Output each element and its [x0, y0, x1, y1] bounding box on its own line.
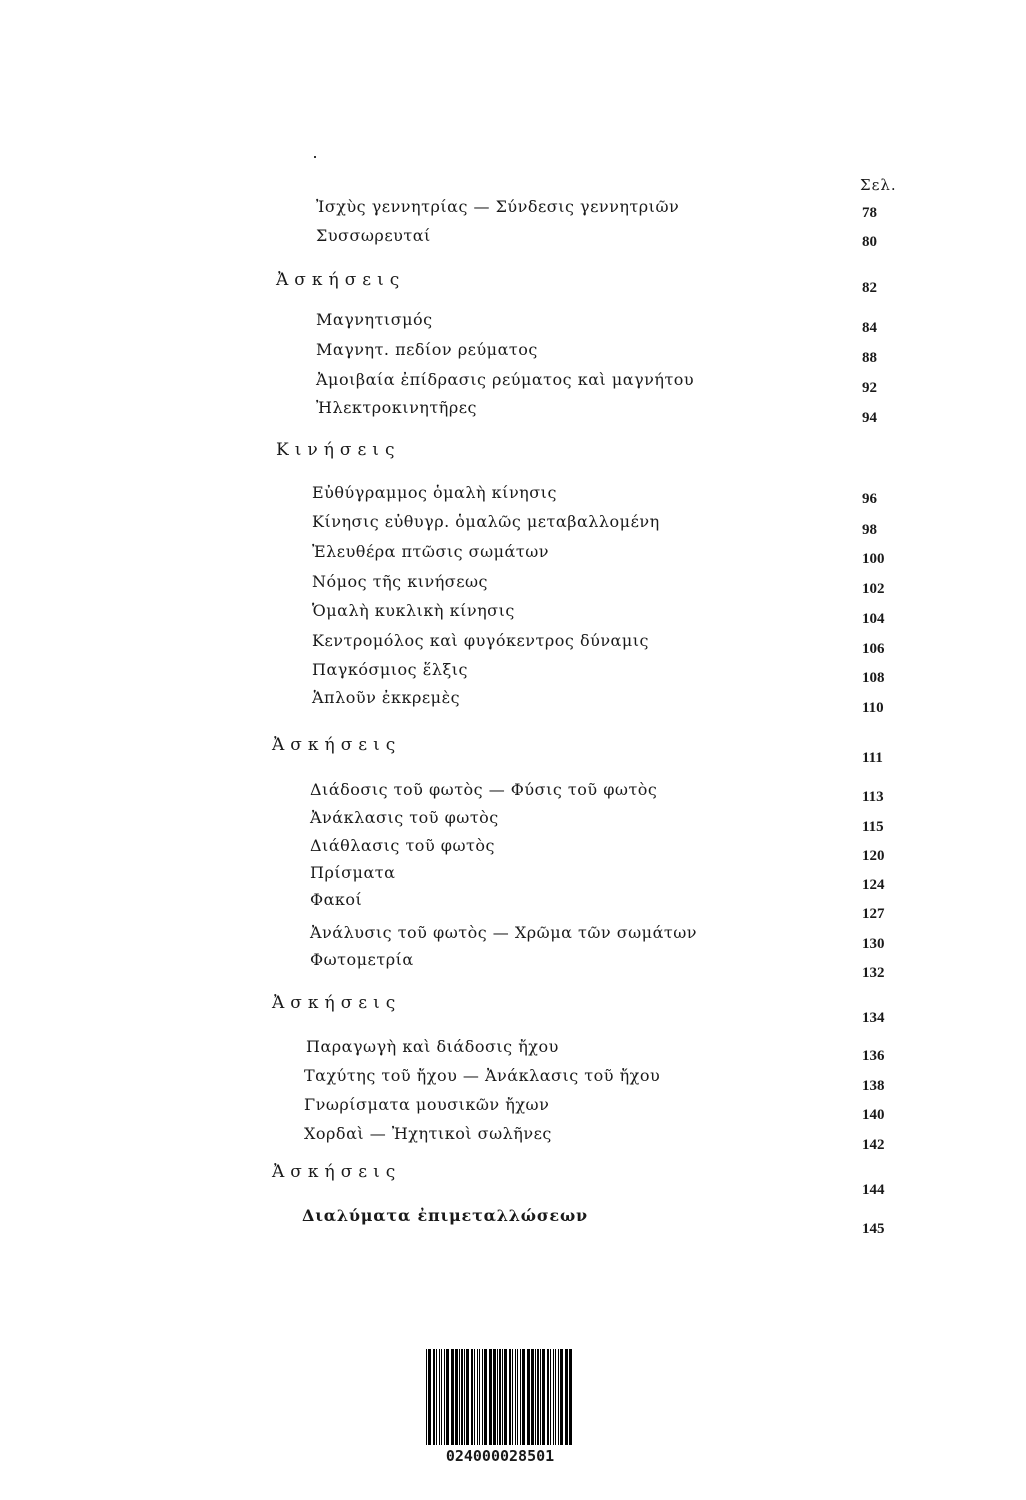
toc-entry-page: 142 [862, 1137, 885, 1153]
barcode-bar [493, 1349, 496, 1445]
toc-entry-page: 92 [862, 380, 877, 396]
toc-entry-text: Ταχύτης τοῦ ἤχου — Ἀνάκλασις τοῦ ἤχου [304, 1066, 661, 1085]
barcode-bar [428, 1349, 431, 1445]
barcode-bar [565, 1349, 568, 1445]
barcode-bar [509, 1349, 511, 1445]
toc-entry-text: Ἰσχὺς γεννητρίας — Σύνδεσις γεννητριῶν [316, 197, 680, 216]
barcode-bar [446, 1349, 449, 1445]
barcode-bar [504, 1349, 507, 1445]
toc-entry-text: Διάδοσις τοῦ φωτὸς — Φύσις τοῦ φωτὸς [310, 780, 658, 799]
toc-entry-text: Εὐθύγραμμος ὁμαλὴ κίνησις [312, 483, 557, 502]
toc-entry-page: 134 [862, 1010, 885, 1026]
barcode-bar [439, 1349, 440, 1445]
toc-entry-page: 78 [862, 205, 877, 221]
barcode-bar [497, 1349, 498, 1445]
barcode-bar [455, 1349, 458, 1445]
barcode-bar [558, 1349, 559, 1445]
toc-entry-text: Φωτομετρία [310, 950, 414, 969]
barcode-bar [531, 1349, 534, 1445]
toc-entry-page: 111 [862, 750, 883, 766]
toc-entry-page: 98 [862, 522, 877, 538]
toc-section-heading: Κινήσεις [276, 440, 401, 460]
barcode-bar [471, 1349, 473, 1445]
barcode-bar [451, 1349, 454, 1445]
toc-entry-page: 80 [862, 234, 877, 250]
toc-entry-text: Ἀμοιβαία ἐπίδρασις ρεύματος καὶ μαγνήτου [316, 370, 695, 389]
toc-entry-text: Φακοί [310, 890, 363, 909]
barcode-bar [489, 1349, 492, 1445]
barcode-bar [474, 1349, 475, 1445]
toc-entry-text: Νόμος τῆς κινήσεως [312, 572, 488, 591]
barcode-bar [527, 1349, 530, 1445]
ink-speck [314, 156, 316, 158]
toc-entry-page: 144 [862, 1182, 885, 1198]
toc-entry-text: Κίνησις εὐθυγρ. ὁμαλῶς μεταβαλλομένη [312, 512, 660, 531]
toc-entry-page: 115 [862, 819, 884, 835]
toc-section-heading: Ἀσκήσεις [272, 993, 402, 1013]
toc-entry-page: 100 [862, 551, 885, 567]
toc-entry-text: Ἐλευθέρα πτῶσις σωμάτων [312, 542, 549, 561]
toc-entry-page: 94 [862, 410, 877, 426]
toc-entry-page: 124 [862, 877, 885, 893]
toc-entry-text: Παραγωγὴ καὶ διάδοσις ἤχου [306, 1037, 559, 1056]
barcode-bar [466, 1349, 469, 1445]
barcode-bar [520, 1349, 521, 1445]
barcode-bar [537, 1349, 539, 1445]
toc-entry-text: Γνωρίσματα μουσικῶν ἤχων [304, 1095, 550, 1114]
toc-entry-page: 127 [862, 906, 885, 922]
barcode-bar [461, 1349, 463, 1445]
barcode-bar [433, 1349, 435, 1445]
barcode-bar [482, 1349, 483, 1445]
toc-entry-page: 145 [862, 1221, 885, 1237]
toc-entry-page: 106 [862, 641, 885, 657]
barcode-bar [479, 1349, 480, 1445]
barcode-bar [542, 1349, 545, 1445]
toc-entry-page: 140 [862, 1107, 885, 1123]
barcode-bar [484, 1349, 487, 1445]
barcode-bar [547, 1349, 549, 1445]
toc-entry-text: Μαγνητ. πεδίον ρεύματος [316, 340, 538, 359]
barcode-bar [560, 1349, 563, 1445]
barcode-bar [499, 1349, 501, 1445]
toc-entry-page: 96 [862, 491, 877, 507]
toc-entry-page: 132 [862, 965, 885, 981]
barcode-bars [424, 1349, 576, 1447]
barcode-bar [517, 1349, 518, 1445]
toc-section-heading: Ἀσκήσεις [276, 270, 406, 290]
barcode-bar [464, 1349, 465, 1445]
toc-section-heading: Ἀσκήσεις [272, 1162, 402, 1182]
toc-entry-text: Ἀνάκλασις τοῦ φωτὸς [310, 808, 499, 827]
barcode-bar [540, 1349, 541, 1445]
toc-entry-page: 104 [862, 611, 885, 627]
toc-entry-text: Ἀνάλυσις τοῦ φωτὸς — Χρῶμα τῶν σωμάτων [310, 923, 697, 942]
barcode-bar [502, 1349, 503, 1445]
barcode-bar [441, 1349, 442, 1445]
toc-entry-text: Πρίσματα [310, 863, 396, 882]
toc-entry-text: Κεντρομόλος καὶ φυγόκεντρος δύναμις [312, 631, 649, 650]
toc-entry-page: 120 [862, 848, 885, 864]
toc-entry-page: 108 [862, 670, 885, 686]
barcode-bar [522, 1349, 525, 1445]
toc-entry-text: Συσσωρευταί [316, 226, 431, 245]
barcode-bar [515, 1349, 516, 1445]
barcode-bar [459, 1349, 460, 1445]
toc-entry-page: 82 [862, 280, 877, 296]
toc-entry-text: Μαγνητισμός [316, 310, 433, 329]
toc-entry-text: Ἠλεκτροκινητῆρες [316, 398, 477, 417]
barcode-bar [512, 1349, 513, 1445]
barcode-bar [426, 1349, 427, 1445]
toc-entry-text: Διάθλασις τοῦ φωτὸς [310, 836, 495, 855]
toc-entry-page: 130 [862, 936, 885, 952]
barcode-bar [444, 1349, 445, 1445]
toc-entry-page: 84 [862, 320, 877, 336]
barcode-bar [436, 1349, 437, 1445]
toc-entry-text: Χορδαὶ — Ἠχητικοὶ σωλῆνες [304, 1124, 552, 1143]
barcode-bar [535, 1349, 536, 1445]
toc-entry-text: Διαλύματα ἐπιμεταλλώσεων [302, 1206, 588, 1225]
toc-entry-page: 138 [862, 1078, 885, 1094]
toc-entry-page: 110 [862, 700, 884, 716]
barcode-bar [477, 1349, 478, 1445]
barcode-bar [550, 1349, 551, 1445]
toc-entry-page: 113 [862, 789, 884, 805]
toc-entry-text: Ἁπλοῦν ἐκκρεμὲς [312, 688, 461, 707]
barcode-bar [555, 1349, 556, 1445]
barcode [424, 1349, 576, 1469]
toc-entry-text: Παγκόσμιος ἕλξις [312, 660, 468, 679]
barcode-number: 024000028501 [445, 1447, 555, 1465]
toc-entry-page: 88 [862, 350, 877, 366]
toc-entry-text: Ὁμαλὴ κυκλικὴ κίνησις [312, 601, 515, 620]
barcode-bar [569, 1349, 572, 1445]
barcode-bar [553, 1349, 554, 1445]
toc-entry-page: 102 [862, 581, 885, 597]
page-column-label: Σελ. [860, 176, 897, 194]
toc-entry-page: 136 [862, 1048, 885, 1064]
toc-section-heading: Ἀσκήσεις [272, 735, 402, 755]
